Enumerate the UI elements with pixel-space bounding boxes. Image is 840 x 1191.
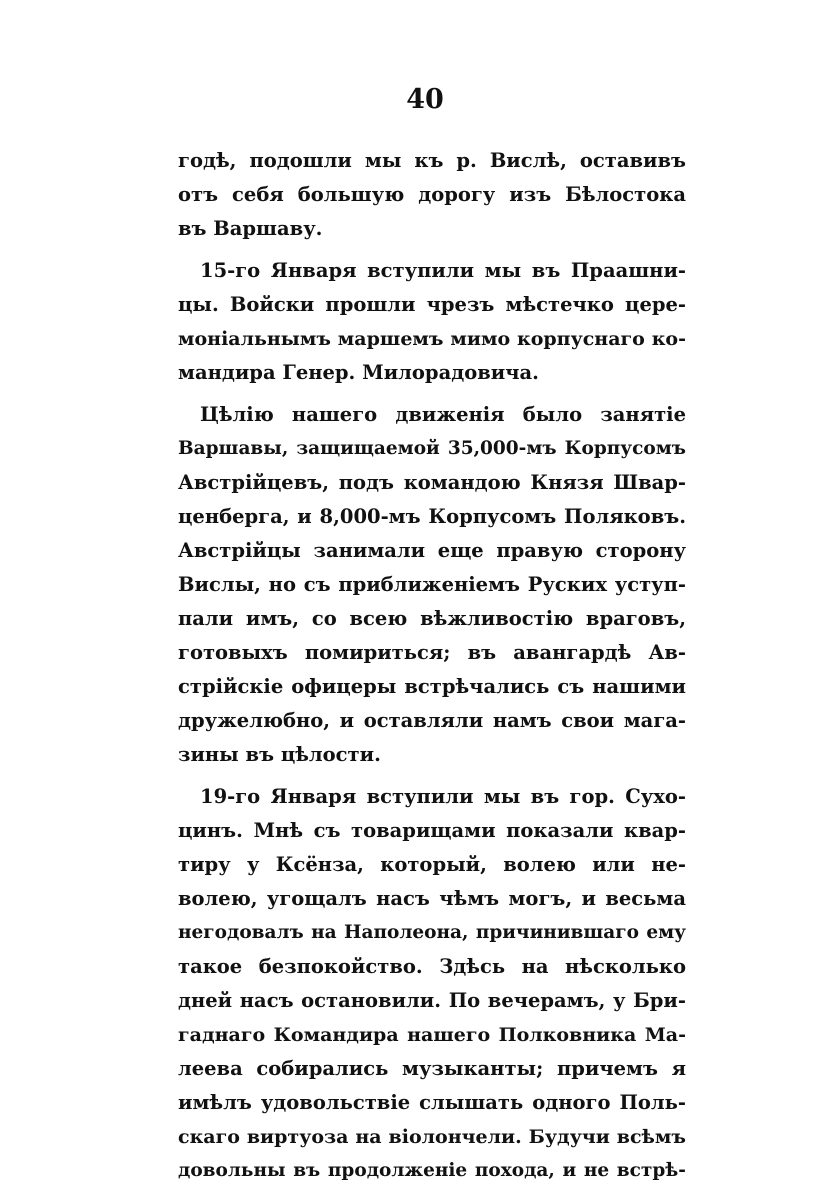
page-number: 40 (406, 84, 444, 115)
text-line: въ Варшаву. (178, 217, 323, 240)
text-line: 15-го Января вступили мы въ Праашни- (200, 259, 686, 282)
text-line: леева собирались музыканты; причемъ я (178, 1057, 686, 1080)
text-line: Цѣлію нашего движенія было занятіе (200, 403, 686, 426)
text-line: имѣлъ удовольствіе слышать одного Поль- (178, 1091, 686, 1114)
text-line: тиру у Ксёнза, который, волею или не- (178, 853, 686, 876)
text-line: волею, угощалъ насъ чѣмъ могъ, и весьма (178, 887, 686, 910)
text-line: Австрійцы занимали еще правую сторону (178, 539, 686, 562)
text-line: цы. Войски прошли чрезъ мѣстечко цере- (178, 293, 686, 316)
text-line: Варшавы, защищаемой 35,000-мъ Корпусомъ (178, 438, 686, 459)
text-line: гаднаго Командира нашего Полковника Ма- (178, 1024, 686, 1046)
text-line: моніальнымъ маршемъ мимо корпуснаго ко- (178, 328, 686, 350)
text-line: ценберга, и 8,000-мъ Корпусомъ Поляковъ. (178, 505, 686, 528)
text-line: годѣ, подошли мы къ р. Вислѣ, оставивъ (178, 149, 686, 172)
text-line: стрійскіе офицеры встрѣчались съ нашими (178, 675, 686, 698)
text-line: дружелюбно, и оставляли намъ свои мага- (178, 709, 686, 732)
text-line: дней насъ остановили. По вечерамъ, у Бри- (178, 989, 686, 1012)
text-line: негодовалъ на Наполеона, причинившаго ему (178, 922, 686, 943)
text-line: скаго виртуоза на віолончели. Будучи всѣмъ (178, 1126, 686, 1148)
text-line: мандира Генер. Милорадовича. (178, 361, 539, 384)
text-line: Австрійцевъ, подъ командою Князя Швар- (178, 471, 686, 494)
text-line: Вислы, но съ приближеніемъ Руских уступ- (178, 573, 686, 596)
text-line: 19-го Января вступили мы въ гор. Сухо- (200, 785, 686, 808)
text-line: довольны въ продолженіе похода, и не встрѣ- (178, 1160, 686, 1181)
body-text (178, 144, 686, 1188)
text-line: такое безпокойство. Здѣсь на нѣсколько (178, 955, 686, 978)
text-line: цинъ. Мнѣ съ товарищами показали квар- (178, 819, 686, 842)
text-line: пали имъ, со всею вѣжливостію враговъ, (178, 607, 686, 630)
text-line: отъ себя большую дорогу изъ Бѣлостока (178, 183, 686, 206)
text-line: готовыхъ помириться; въ авангардѣ Ав- (178, 641, 686, 664)
text-line: зины въ цѣлости. (178, 743, 381, 766)
